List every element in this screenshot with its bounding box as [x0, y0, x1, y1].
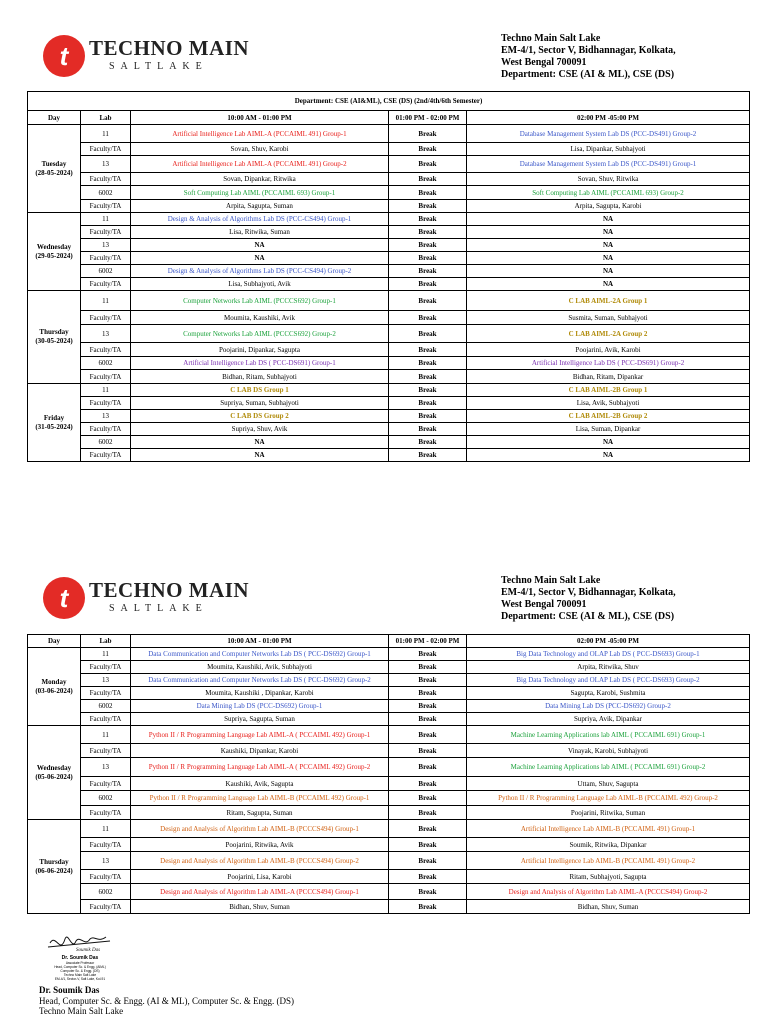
break-cell: Break	[389, 384, 467, 397]
header-top	[0, 33, 768, 93]
faculty-cell: Sovan, Dipankar, Ritwika	[131, 173, 389, 186]
lab-cell: Faculty/TA	[81, 449, 131, 462]
faculty-cell: Arpita, Ritwika, Shuv	[467, 661, 750, 674]
table-row	[28, 870, 750, 884]
break-cell: Break	[389, 674, 467, 687]
faculty-cell: Uttam, Shuv, Sagupta	[467, 777, 750, 791]
lab-cell: Faculty/TA	[81, 252, 131, 265]
break-cell: Break	[389, 777, 467, 791]
lab-cell: 11	[81, 213, 131, 226]
header-second	[0, 575, 768, 635]
lab-cell: 6002	[81, 357, 131, 370]
break-cell: Break	[389, 343, 467, 357]
table-row	[28, 343, 750, 357]
table-row	[28, 838, 750, 852]
break-cell: Break	[389, 806, 467, 820]
break-cell: Break	[389, 436, 467, 449]
break-cell: Break	[389, 239, 467, 252]
course-cell: NA	[131, 436, 389, 449]
break-cell: Break	[389, 173, 467, 186]
course-cell: C LAB AIML-2B Group 2	[467, 410, 750, 423]
course-cell: Python II / R Programming Language Lab AIML-A ( PCCAIML 492) Group-1	[131, 726, 389, 744]
break-cell: Break	[389, 357, 467, 370]
lab-cell: Faculty/TA	[81, 713, 131, 726]
table-row	[28, 687, 750, 700]
table-row	[28, 900, 750, 914]
faculty-cell: Sagupta, Karobi, Sushmita	[467, 687, 750, 700]
faculty-cell: Sovan, Shuv, Ritwika	[467, 173, 750, 186]
day-cell: Friday (31-05-2024)	[28, 384, 81, 462]
signatory-block	[39, 985, 294, 1017]
faculty-cell: Poojarini, Lisa, Karobi	[131, 870, 389, 884]
column-header: Day	[28, 111, 81, 125]
break-cell: Break	[389, 423, 467, 436]
lab-cell: 11	[81, 384, 131, 397]
lab-cell: Faculty/TA	[81, 838, 131, 852]
break-cell: Break	[389, 838, 467, 852]
faculty-cell: Moumita, Kaushiki, Avik, Subhajyoti	[131, 661, 389, 674]
day-cell: Wednesday (05-06-2024)	[28, 726, 81, 820]
course-cell: Data Communication and Computer Networks Lab DS ( PCC-DS692) Group-2	[131, 674, 389, 687]
column-header: Lab	[81, 111, 131, 125]
break-cell: Break	[389, 291, 467, 311]
break-cell: Break	[389, 226, 467, 239]
faculty-cell: Bidhan, Ritam, Dipankar	[467, 370, 750, 384]
course-cell: Python II / R Programming Language Lab AIML-B (PCCAIML 492) Group-1	[131, 791, 389, 806]
table-row	[28, 357, 750, 370]
faculty-cell: Kaushiki, Avik, Sagupta	[131, 777, 389, 791]
logo-name: TECHNO MAIN	[89, 36, 250, 60]
lab-cell: Faculty/TA	[81, 687, 131, 700]
lab-cell: Faculty/TA	[81, 278, 131, 291]
lab-cell: 11	[81, 648, 131, 661]
table-row	[28, 213, 750, 226]
address-block: Techno Main Salt Lake EM-4/1, Sector V, Bidhannagar, Kolkata, West Bengal 700091 Department: CSE (AI & ML), CSE (DS)	[501, 575, 676, 622]
course-cell: Design & Analysis of Algorithms Lab DS (PCC-CS494) Group-1	[131, 213, 389, 226]
lab-cell: Faculty/TA	[81, 900, 131, 914]
timetable-2	[27, 634, 750, 914]
lab-cell: Faculty/TA	[81, 744, 131, 758]
svg-text:EM-4/1, Sector-V, Salt Lake, K: EM-4/1, Sector-V, Salt Lake, Kol-91	[54, 977, 106, 981]
faculty-cell: Kaushiki, Dipankar, Karobi	[131, 744, 389, 758]
faculty-cell: Supriya, Suman, Subhajyoti	[131, 397, 389, 410]
logo-mark-icon: t	[43, 577, 85, 619]
break-cell: Break	[389, 900, 467, 914]
break-cell: Break	[389, 143, 467, 156]
address-block: Techno Main Salt Lake EM-4/1, Sector V, Bidhannagar, Kolkata, West Bengal 700091 Department: CSE (AI & ML), CSE (DS)	[501, 33, 676, 80]
faculty-cell: NA	[131, 449, 389, 462]
break-cell: Break	[389, 700, 467, 713]
course-cell: NA	[467, 213, 750, 226]
table-row	[28, 674, 750, 687]
course-cell: Machine Learning Applications lab AIML ( PCCAIML 691) Group-1	[467, 726, 750, 744]
course-cell: NA	[467, 239, 750, 252]
table-row	[28, 325, 750, 343]
faculty-cell: Supriya, Shuv, Avik	[131, 423, 389, 436]
break-cell: Break	[389, 410, 467, 423]
faculty-cell: Poojarini, Ritwika, Suman	[467, 806, 750, 820]
table-row	[28, 820, 750, 838]
lab-cell: Faculty/TA	[81, 173, 131, 186]
table-row	[28, 713, 750, 726]
column-header: 02:00 PM -05:00 PM	[467, 111, 750, 125]
table-row	[28, 726, 750, 744]
break-cell: Break	[389, 713, 467, 726]
course-cell: Computer Networks Lab AIML (PCCCS692) Group-1	[131, 291, 389, 311]
faculty-cell: NA	[467, 278, 750, 291]
course-cell: Artificial Intelligence Lab AIML-B (PCCAIML 491) Group-2	[467, 852, 750, 870]
course-cell: Design and Analysis of Algorithm Lab AIML-A (PCCCS494) Group-2	[467, 884, 750, 900]
table-row	[28, 278, 750, 291]
course-cell: C LAB AIML-2B Group 1	[467, 384, 750, 397]
day-cell: Tuesday (28-05-2024)	[28, 125, 81, 213]
lab-cell: Faculty/TA	[81, 661, 131, 674]
course-cell: C LAB DS Group 1	[131, 384, 389, 397]
course-cell: Data Mining Lab DS (PCC-DS692) Group-1	[131, 700, 389, 713]
faculty-cell: NA	[467, 252, 750, 265]
course-cell: Artificial Intelligence Lab AIML-A (PCCAIML 491) Group-2	[131, 156, 389, 173]
break-cell: Break	[389, 265, 467, 278]
course-cell: Data Communication and Computer Networks Lab DS ( PCC-DS692) Group-1	[131, 648, 389, 661]
logo-sub: SALTLAKE	[109, 603, 208, 614]
break-cell: Break	[389, 884, 467, 900]
break-cell: Break	[389, 325, 467, 343]
lab-cell: 11	[81, 820, 131, 838]
course-cell: C LAB DS Group 2	[131, 410, 389, 423]
column-header: 01:00 PM - 02:00 PM	[389, 111, 467, 125]
break-cell: Break	[389, 852, 467, 870]
break-cell: Break	[389, 687, 467, 700]
table-row	[28, 384, 750, 397]
table-row	[28, 744, 750, 758]
course-cell: C LAB AIML-2A Group 1	[467, 291, 750, 311]
faculty-cell: Moumita, Kaushiki , Dipankar, Karobi	[131, 687, 389, 700]
department-title: Department: CSE (AI&ML), CSE (DS) (2nd/4th/6th Semester)	[28, 92, 750, 111]
logo-name: TECHNO MAIN	[89, 578, 250, 602]
lab-cell: 6002	[81, 700, 131, 713]
table-row	[28, 226, 750, 239]
signatory-org: Techno Main Salt Lake	[39, 1006, 124, 1016]
lab-cell: Faculty/TA	[81, 200, 131, 213]
table-row	[28, 252, 750, 265]
lab-cell: 13	[81, 410, 131, 423]
lab-cell: 13	[81, 758, 131, 777]
table-row	[28, 852, 750, 870]
course-cell: Design and Analysis of Algorithm Lab AIML-B (PCCCS494) Group-1	[131, 820, 389, 838]
lab-cell: 6002	[81, 436, 131, 449]
faculty-cell: Poojarini, Dipankar, Sagupta	[131, 343, 389, 357]
faculty-cell: NA	[467, 449, 750, 462]
break-cell: Break	[389, 820, 467, 838]
techno-main-logo	[43, 33, 250, 83]
svg-text:Computer Sc. & Engg. (DS): Computer Sc. & Engg. (DS)	[60, 969, 100, 973]
lab-cell: 11	[81, 125, 131, 143]
break-cell: Break	[389, 648, 467, 661]
course-cell: Artificial Intelligence Lab AIML-A (PCCAIML 491) Group-1	[131, 125, 389, 143]
break-cell: Break	[389, 744, 467, 758]
stamp-name: Dr. Soumik Das	[61, 955, 99, 961]
table-row	[28, 125, 750, 143]
table-row	[28, 186, 750, 200]
course-cell: Design and Analysis of Algorithm Lab AIML-A (PCCCS494) Group-1	[131, 884, 389, 900]
column-header: Lab	[81, 635, 131, 648]
faculty-cell: Poojarini, Ritwika, Avik	[131, 838, 389, 852]
table-row	[28, 648, 750, 661]
course-cell: Design & Analysis of Algorithms Lab DS (PCC-CS494) Group-2	[131, 265, 389, 278]
break-cell: Break	[389, 252, 467, 265]
faculty-cell: Moumita, Kaushiki, Avik	[131, 311, 389, 325]
table-row	[28, 370, 750, 384]
table-row	[28, 791, 750, 806]
faculty-cell: NA	[467, 226, 750, 239]
break-cell: Break	[389, 186, 467, 200]
faculty-cell: Arpita, Sagupta, Suman	[131, 200, 389, 213]
course-cell: NA	[131, 239, 389, 252]
table-row	[28, 884, 750, 900]
timetable-1	[27, 91, 750, 462]
course-cell: Design and Analysis of Algorithm Lab AIML-B (PCCCS494) Group-2	[131, 852, 389, 870]
faculty-cell: Susmita, Suman, Subhajyoti	[467, 311, 750, 325]
day-cell: Monday (03-06-2024)	[28, 648, 81, 726]
table-row	[28, 758, 750, 777]
logo-sub: SALTLAKE	[109, 61, 208, 72]
faculty-cell: Vinayak, Karobi, Subhajyoti	[467, 744, 750, 758]
faculty-cell: Poojarini, Avik, Karobi	[467, 343, 750, 357]
lab-cell: Faculty/TA	[81, 423, 131, 436]
table-row	[28, 311, 750, 325]
faculty-cell: Arpita, Sagupta, Karobi	[467, 200, 750, 213]
signature-scribble: Soumik Das	[75, 948, 101, 953]
lab-cell: Faculty/TA	[81, 806, 131, 820]
table-row	[28, 423, 750, 436]
break-cell: Break	[389, 791, 467, 806]
faculty-cell: Ritam, Subhajyoti, Sagupta	[467, 870, 750, 884]
break-cell: Break	[389, 870, 467, 884]
lab-cell: 6002	[81, 884, 131, 900]
table-row	[28, 291, 750, 311]
svg-text:Techno Main Salt Lake: Techno Main Salt Lake	[63, 973, 97, 977]
lab-cell: Faculty/TA	[81, 343, 131, 357]
faculty-cell: Bidhan, Ritam, Subhajyoti	[131, 370, 389, 384]
lab-cell: Faculty/TA	[81, 370, 131, 384]
course-cell: Python II / R Programming Language Lab AIML-B (PCCAIML 492) Group-2	[467, 791, 750, 806]
table-row	[28, 806, 750, 820]
break-cell: Break	[389, 758, 467, 777]
table-row	[28, 239, 750, 252]
day-cell: Thursday (06-06-2024)	[28, 820, 81, 914]
faculty-cell: Lisa, Dipankar, Subhajyoti	[467, 143, 750, 156]
faculty-cell: Lisa, Suman, Dipankar	[467, 423, 750, 436]
table-row	[28, 200, 750, 213]
svg-text:Head, Computer Sc. & Engg. (AI: Head, Computer Sc. & Engg. (AIML)	[54, 965, 106, 969]
faculty-cell: Lisa, Subhajyoti, Avik	[131, 278, 389, 291]
lab-cell: 6002	[81, 791, 131, 806]
break-cell: Break	[389, 311, 467, 325]
faculty-cell: NA	[131, 252, 389, 265]
course-cell: C LAB AIML-2A Group 2	[467, 325, 750, 343]
course-cell: Machine Learning Applications lab AIML ( PCCAIML 691) Group-2	[467, 758, 750, 777]
course-cell: Soft Computing Lab AIML (PCCAIML 693) Group-2	[467, 186, 750, 200]
break-cell: Break	[389, 278, 467, 291]
course-cell: NA	[467, 265, 750, 278]
course-cell: Big Data Technology and OLAP Lab DS ( PCC-DS693) Group-1	[467, 648, 750, 661]
course-cell: Database Management System Lab DS (PCC-DS491) Group-1	[467, 156, 750, 173]
lab-cell: Faculty/TA	[81, 777, 131, 791]
course-cell: Artificial Intelligence Lab DS ( PCC-DS691) Group-1	[131, 357, 389, 370]
break-cell: Break	[389, 661, 467, 674]
table-row	[28, 700, 750, 713]
logo-mark-icon: t	[43, 35, 85, 77]
signature-stamp	[30, 925, 130, 985]
faculty-cell: Lisa, Ritwika, Suman	[131, 226, 389, 239]
lab-cell: 6002	[81, 186, 131, 200]
svg-text:Associate Professor: Associate Professor	[65, 961, 95, 965]
day-cell: Thursday (30-05-2024)	[28, 291, 81, 384]
faculty-cell: Soumik, Ritwika, Dipankar	[467, 838, 750, 852]
table-row	[28, 265, 750, 278]
lab-cell: Faculty/TA	[81, 870, 131, 884]
course-cell: Data Mining Lab DS (PCC-DS692) Group-2	[467, 700, 750, 713]
faculty-cell: Supriya, Avik, Dipankar	[467, 713, 750, 726]
lab-cell: 11	[81, 726, 131, 744]
table-row	[28, 156, 750, 173]
signatory-title: Head, Computer Sc. & Engg. (AI & ML), Computer Sc. & Engg. (DS)	[39, 995, 294, 1006]
table-row	[28, 777, 750, 791]
faculty-cell: Ritam, Sagupta, Suman	[131, 806, 389, 820]
lab-cell: Faculty/TA	[81, 143, 131, 156]
lab-cell: Faculty/TA	[81, 311, 131, 325]
lab-cell: Faculty/TA	[81, 226, 131, 239]
break-cell: Break	[389, 449, 467, 462]
column-header: 02:00 PM -05:00 PM	[467, 635, 750, 648]
break-cell: Break	[389, 213, 467, 226]
faculty-cell: Lisa, Avik, Subhajyoti	[467, 397, 750, 410]
table-row	[28, 410, 750, 423]
lab-cell: Faculty/TA	[81, 397, 131, 410]
lab-cell: 11	[81, 291, 131, 311]
day-cell: Wednesday (29-05-2024)	[28, 213, 81, 291]
lab-cell: 13	[81, 325, 131, 343]
column-header: 10:00 AM - 01:00 PM	[131, 635, 389, 648]
column-header: 10:00 AM - 01:00 PM	[131, 111, 389, 125]
lab-cell: 13	[81, 239, 131, 252]
techno-main-logo	[43, 575, 250, 625]
course-cell: Python II / R Programming Language Lab AIML-A ( PCCAIML 492) Group-2	[131, 758, 389, 777]
course-cell: NA	[467, 436, 750, 449]
course-cell: Artificial Intelligence Lab AIML-B (PCCAIML 491) Group-1	[467, 820, 750, 838]
lab-cell: 13	[81, 674, 131, 687]
faculty-cell: Bidhan, Shuv, Suman	[131, 900, 389, 914]
table-row	[28, 436, 750, 449]
table-row	[28, 143, 750, 156]
table-row	[28, 661, 750, 674]
break-cell: Break	[389, 370, 467, 384]
lab-cell: 13	[81, 852, 131, 870]
course-cell: Big Data Technology and OLAP Lab DS ( PCC-DS693) Group-2	[467, 674, 750, 687]
table-row	[28, 449, 750, 462]
signatory-name: Dr. Soumik Das	[39, 985, 100, 995]
lab-cell: 13	[81, 156, 131, 173]
break-cell: Break	[389, 397, 467, 410]
course-cell: Artificial Intelligence Lab DS ( PCC-DS691) Group-2	[467, 357, 750, 370]
table-row	[28, 173, 750, 186]
faculty-cell: Bidhan, Shuv, Suman	[467, 900, 750, 914]
column-header: 01:00 PM - 02:00 PM	[389, 635, 467, 648]
lab-cell: 6002	[81, 265, 131, 278]
course-cell: Soft Computing Lab AIML (PCCAIML 693) Group-1	[131, 186, 389, 200]
break-cell: Break	[389, 200, 467, 213]
break-cell: Break	[389, 726, 467, 744]
faculty-cell: Sovan, Shuv, Karobi	[131, 143, 389, 156]
column-header: Day	[28, 635, 81, 648]
table-row	[28, 397, 750, 410]
course-cell: Computer Networks Lab AIML (PCCCS692) Group-2	[131, 325, 389, 343]
break-cell: Break	[389, 156, 467, 173]
break-cell: Break	[389, 125, 467, 143]
faculty-cell: Supriya, Sagupta, Suman	[131, 713, 389, 726]
course-cell: Database Management System Lab DS (PCC-DS491) Group-2	[467, 125, 750, 143]
